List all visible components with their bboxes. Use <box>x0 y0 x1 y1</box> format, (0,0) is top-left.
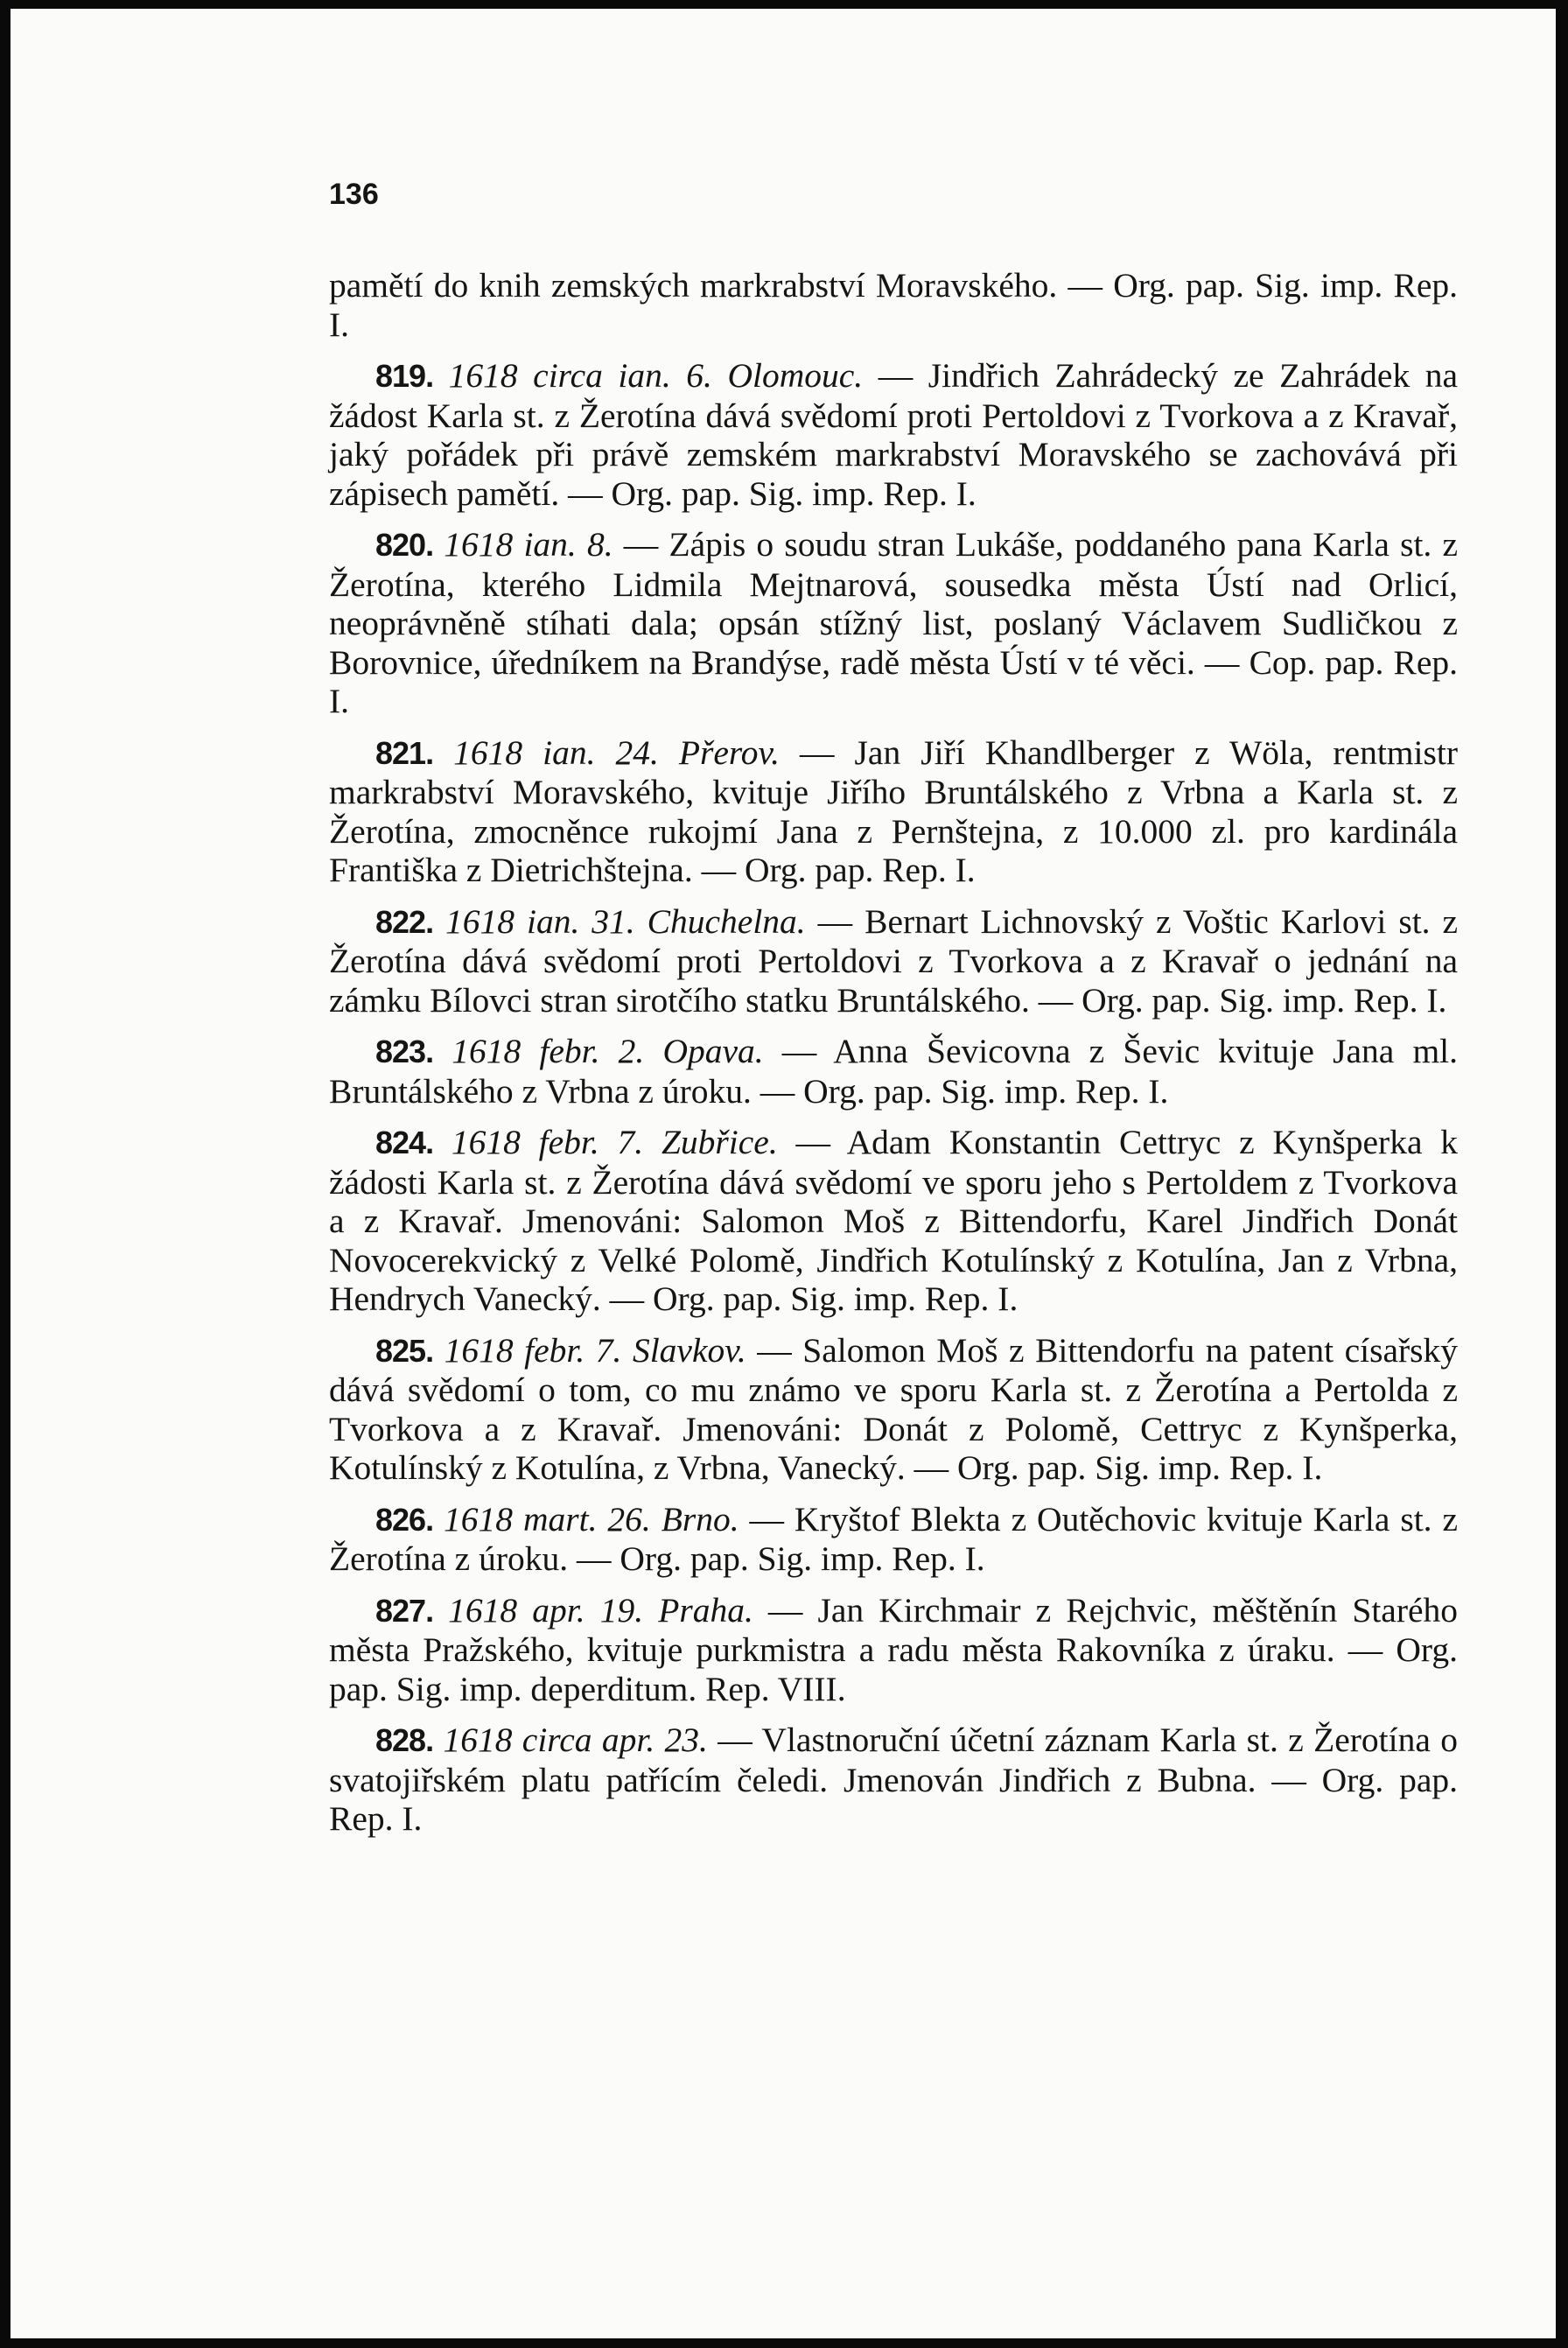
entry-number: 825. <box>375 1332 434 1369</box>
entry-place: Přerov. <box>678 732 780 772</box>
entry-text: — Vlastnoruční účetní záznam Karla st. z Žerotína o svatojiřském platu patřícím čeledi. Jmenován Jindřich z Bubna. — Org. pap. Rep. I. <box>329 1721 1459 1838</box>
entry-819 <box>329 356 1458 513</box>
entry-date: 1618 febr. 7. <box>451 1123 644 1161</box>
entry-date: 1618 ian. 24. <box>453 732 659 772</box>
page-number: 136 <box>329 178 379 211</box>
entry-828 <box>329 1721 1458 1839</box>
body-text <box>329 266 1458 1851</box>
entry-text: — Jan Kirchmair z Rejchvic, měštěnín Starého města Pražského, kvituje purkmistra a radu města Rakovníka z úraku. — Org. pap. Sig. imp. deperditum. Rep. VIII. <box>329 1590 1459 1708</box>
entry-821 <box>329 733 1458 890</box>
entry-number: 826. <box>375 1501 434 1538</box>
entry-text: — Anna Ševicovna z Ševic kvituje Jana ml. Bruntálského z Vrbna z úroku. — Org. pap. Sig. imp. Rep. I. <box>329 1032 1459 1111</box>
entry-text: — Salomon Moš z Bittendorfu na patent císařský dává svědomí o tom, co mu známo ve sporu Karla st. z Žerotína a Pertolda z Tvorkova a z Kravař. Jmenováni: Donát z Polomě, Cettryc z Kynšperka, Kotulínský z Kotulína, z Vrbna, Vanecký. — Org. pap. Sig. imp. Rep. I. <box>329 1330 1459 1487</box>
entry-number: 820. <box>375 527 434 563</box>
entry-text: — Adam Konstantin Cettryc z Kynšperka k žádosti Karla st. z Žerotína dává svědomí ve sporu jeho s Pertoldem z Tvorkova a z Kravař. Jmenováni: Salomon Moš z Bittendorfu, Karel Jindřich Donát Novocerekvický z Velké Polomě, Jindřich Kotulínský z Kotulína, Jan z Vrbna, Hendrych Vanecký. — Org. pap. Sig. imp. Rep. I. <box>329 1123 1459 1318</box>
entry-text: — Bernart Lichnovský z Voštic Karlovi st. z Žerotína dává svědomí proti Pertoldovi z Tvorkova a z Kravař o jednání na zámku Bílovci stran sirotčího statku Bruntálského. — Org. pap. Sig. imp. Rep. I. <box>329 901 1459 1020</box>
entry-text: — Kryštof Blekta z Outěchovic kvituje Karla st. z Žerotína z úroku. — Org. pap. Sig. imp. Rep. I. <box>329 1499 1459 1578</box>
entry-820 <box>329 525 1458 721</box>
entry-place: Zubřice. <box>661 1123 778 1161</box>
entry-place: Olomouc. <box>727 356 864 395</box>
entry-825 <box>329 1331 1458 1488</box>
entry-date: 1618 febr. 7. <box>444 1330 622 1370</box>
entry-822 <box>329 902 1458 1020</box>
entry-text: — Jindřich Zahrádecký ze Zahrádek na žádost Karla st. z Žerotína dává svědomí proti Pertoldovi z Tvorkova a z Kravař, jaký pořádek při právě zemském markrabství Moravského se zachovává při zápisech pamětí. — Org. pap. Sig. imp. Rep. I. <box>329 356 1459 513</box>
entry-number: 823. <box>375 1034 434 1069</box>
entry-number: 819. <box>375 358 434 394</box>
entry-text: — Jan Jiří Khandlberger z Wöla, rentmistr markrabství Moravského, kvituje Jiřího Bruntálského z Vrbna a Karla st. z Žerotína, zmocněnce rukojmí Jana z Pernštejna, z 10.000 zl. pro kardinála Františka z Dietrichštejna. — Org. pap. Rep. I. <box>329 732 1459 889</box>
entry-date: 1618 febr. 2. <box>452 1032 645 1070</box>
continuation-paragraph: pamětí do knih zemských markrabství Moravského. — Org. pap. Sig. imp. Rep. I. <box>329 266 1458 344</box>
entry-date: 1618 apr. 19. <box>448 1590 644 1630</box>
entry-number: 827. <box>375 1592 434 1629</box>
entry-place: Opava. <box>662 1032 764 1070</box>
entry-date: 1618 ian. 31. <box>445 901 635 941</box>
entry-date: 1618 mart. 26. <box>444 1499 651 1538</box>
entry-place: Slavkov. <box>632 1330 746 1370</box>
entry-text: — Zápis o soudu stran Lukáše, poddaného pana Karla st. z Žerotína, kterého Lidmila Mejtnarová, sousedka města Ústí nad Orlicí, neoprávněně stíhati dala; opsán stížný list, poslaný Václavem Sudličkou z Borovnice, úředníkem na Brandýse, radě města Ústí v té věci. — Cop. pap. Rep. I. <box>329 525 1459 720</box>
page <box>10 9 1556 2338</box>
entry-number: 822. <box>375 903 434 940</box>
entry-823 <box>329 1032 1458 1111</box>
entry-place: Chuchelna. <box>647 901 806 941</box>
entry-824 <box>329 1123 1458 1319</box>
entry-827 <box>329 1591 1458 1709</box>
entry-date: 1618 ian. 8. <box>444 525 613 564</box>
entry-number: 821. <box>375 734 434 771</box>
entry-place: Brno. <box>661 1499 739 1538</box>
entry-number: 824. <box>375 1125 434 1160</box>
entry-date: 1618 circa apr. 23. <box>443 1721 708 1759</box>
entry-place: Praha. <box>658 1590 753 1630</box>
entry-date: 1618 circa ian. 6. <box>448 356 712 395</box>
entry-number: 828. <box>375 1722 434 1758</box>
entry-826 <box>329 1500 1458 1579</box>
